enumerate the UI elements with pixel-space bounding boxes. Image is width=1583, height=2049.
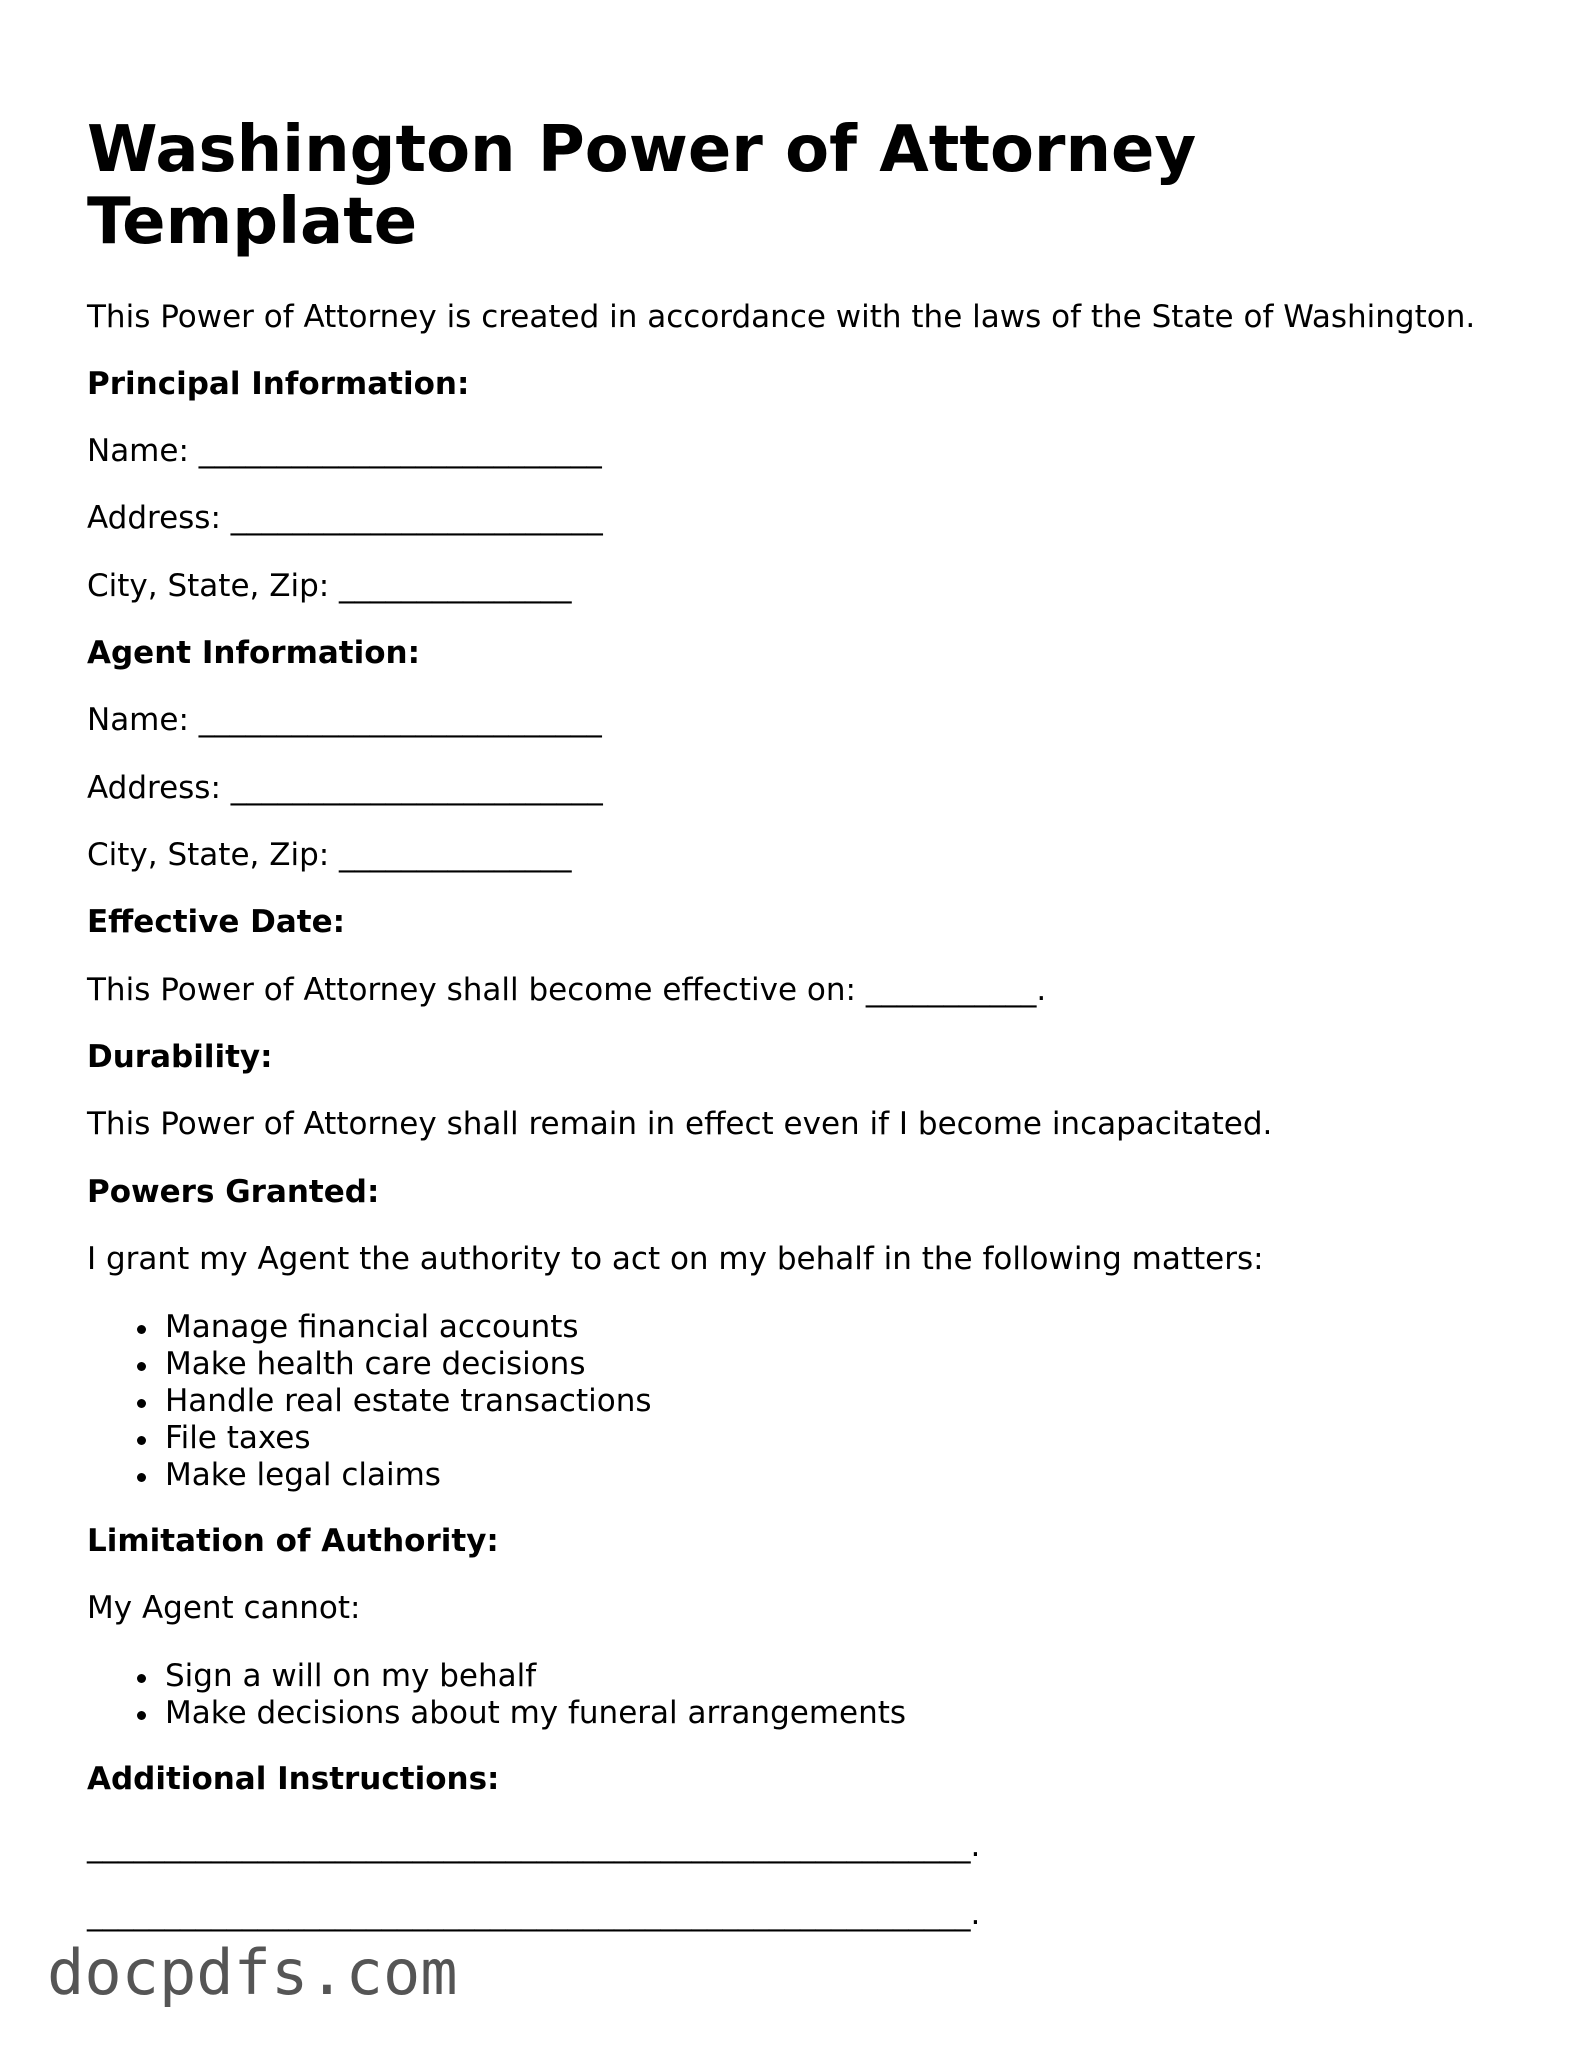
agent-city-field: City, State, Zip: _______________: [87, 837, 572, 873]
list-item: Handle real estate transactions: [165, 1383, 652, 1419]
principal-heading: Principal Information:: [87, 366, 470, 402]
document-title: Washington Power of Attorney Template: [87, 113, 1197, 259]
agent-heading: Agent Information:: [87, 635, 420, 671]
agent-address-field: Address: ________________________: [87, 770, 603, 806]
additional-instructions-line: _________________________________________________________.: [87, 1828, 981, 1864]
durability-heading: Durability:: [87, 1039, 273, 1075]
limitation-intro-text: My Agent cannot:: [87, 1590, 361, 1626]
principal-city-field: City, State, Zip: _______________: [87, 568, 572, 604]
effective-date-heading: Effective Date:: [87, 904, 346, 940]
list-item: File taxes: [165, 1420, 652, 1457]
effective-date-text: This Power of Attorney shall become effective on: ___________.: [87, 972, 1047, 1008]
principal-address-field: Address: ________________________: [87, 500, 603, 536]
additional-instructions-line: _________________________________________________________.: [87, 1896, 981, 1932]
principal-name-field: Name: __________________________: [87, 433, 602, 469]
list-item: Manage financial accounts: [165, 1309, 652, 1346]
intro-text: This Power of Attorney is created in accordance with the laws of the State of Washington.: [87, 299, 1476, 335]
powers-heading: Powers Granted:: [87, 1174, 380, 1210]
list-item: Make decisions about my funeral arrangements: [165, 1695, 907, 1731]
powers-intro-text: I grant my Agent the authority to act on my behalf in the following matters:: [87, 1241, 1264, 1277]
limitation-heading: Limitation of Authority:: [87, 1523, 499, 1559]
powers-list: [87, 1309, 652, 1494]
list-item: Make health care decisions: [165, 1346, 652, 1383]
list-item: Make legal claims: [165, 1457, 652, 1494]
agent-name-field: Name: __________________________: [87, 702, 602, 738]
watermark: docpdfs.com: [47, 1936, 458, 2009]
durability-text: This Power of Attorney shall remain in effect even if I become incapacitated.: [87, 1106, 1273, 1142]
limitation-list: [87, 1658, 906, 1732]
list-item: Sign a will on my behalf: [165, 1658, 906, 1695]
additional-instructions-heading: Additional Instructions:: [87, 1761, 500, 1797]
